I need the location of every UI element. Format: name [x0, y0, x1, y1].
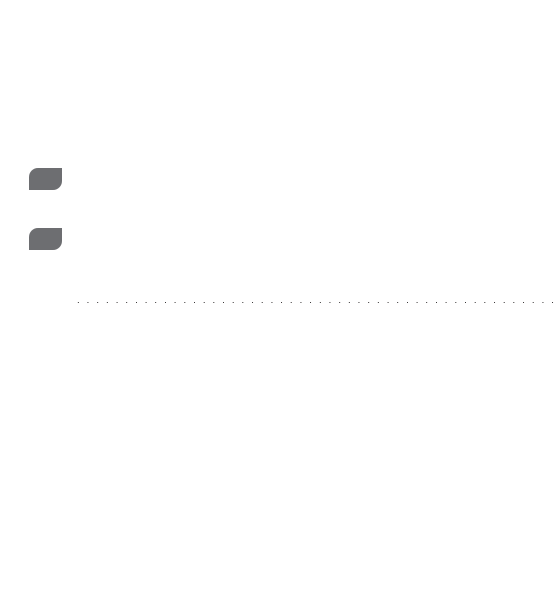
section-5-badge [29, 228, 62, 250]
section-4-badge [29, 168, 62, 190]
index-entry[interactable] [75, 295, 556, 306]
dot-leader: . . . . . . . . . . . . . . . . . . . . . . . . . . . . . . . . . . . . . . . . . . . . . . . . . . [77, 295, 556, 306]
